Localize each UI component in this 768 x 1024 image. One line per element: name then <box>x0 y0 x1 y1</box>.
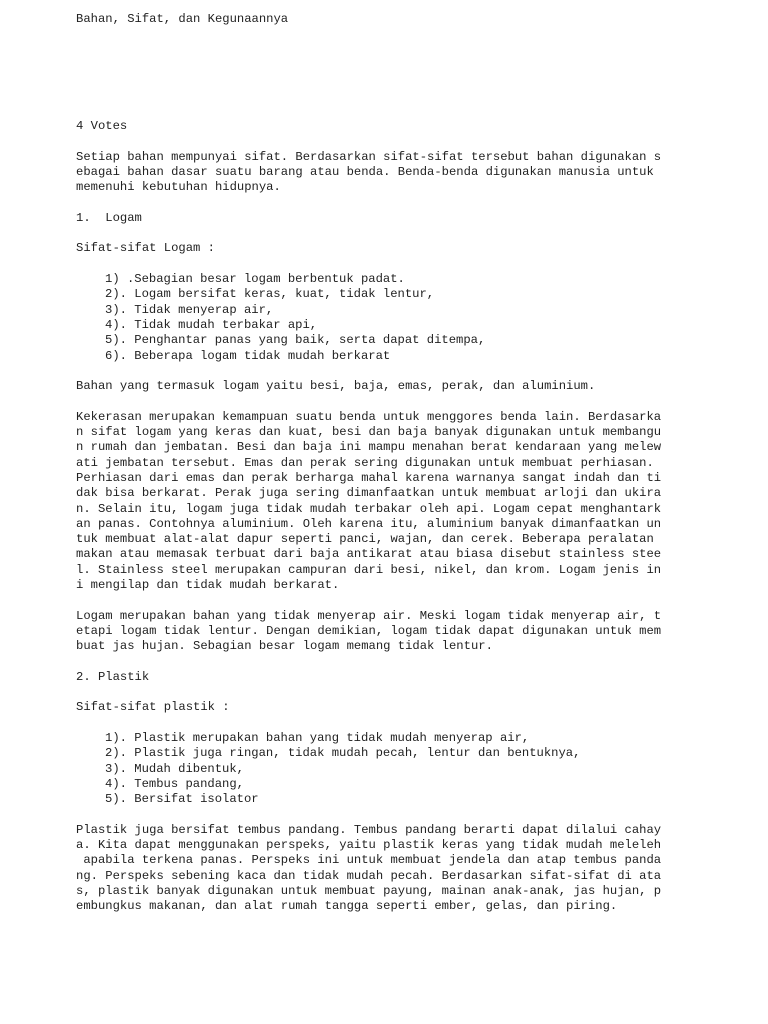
section-heading-plastik: 2. Plastik <box>76 669 150 684</box>
spacer <box>76 593 676 608</box>
text-line: buat jas hujan. Sebagian besar logam memang tidak lentur. <box>76 639 493 654</box>
text-line: n sifat logam yang keras dan kuat, besi dan baja banyak digunakan untuk membangu <box>76 425 662 440</box>
votes-count: 4 Votes <box>76 119 128 134</box>
text-line: i mengilap dan tidak mudah berkarat. <box>76 578 340 592</box>
list-item: 5). Bersifat isolator <box>105 792 259 807</box>
logam-paragraph-1 <box>76 410 676 594</box>
logam-paragraph-2 <box>76 609 676 655</box>
spacer <box>76 654 676 669</box>
logam-properties-list <box>76 272 676 364</box>
text-line: apabila terkena panas. Perspeks ini untuk membuat jendela dan atap tembus panda <box>76 853 662 868</box>
spacer <box>76 716 676 731</box>
list-item: 3). Tidak menyerap air, <box>105 302 274 317</box>
spacer <box>76 807 676 822</box>
text-line: l. Stainless steel merupakan campuran dari besi, nikel, dan krom. Logam jenis in <box>76 562 662 577</box>
document-title: Bahan, Sifat, dan Kegunaannya <box>76 12 289 26</box>
text-line: a. Kita dapat menggunakan perspeks, yaitu plastik keras yang tidak mudah meleleh <box>76 838 662 853</box>
text-line: tuk membuat alat-alat dapur seperti panci, wajan, dan cerek. Beberapa peralatan <box>76 532 654 547</box>
text-line: embungkus makanan, dan alat rumah tangga seperti ember, gelas, dan piring. <box>76 899 618 914</box>
spacer <box>76 196 676 211</box>
list-item: 4). Tidak mudah terbakar api, <box>105 317 318 332</box>
text-line: Plastik juga bersifat tembus pandang. Tembus pandang berarti dapat dilalui cahay <box>76 822 662 837</box>
section-heading-logam: 1. Logam <box>76 210 142 225</box>
spacer <box>76 364 676 379</box>
text-line: memenuhi kebutuhan hidupnya. <box>76 180 281 195</box>
sifat-heading-logam: Sifat-sifat Logam : <box>76 241 215 256</box>
list-item: 5). Penghantar panas yang baik, serta dapat ditempa, <box>105 333 486 348</box>
text-line: n rumah dan jembatan. Besi dan baja ini mampu menahan berat kendaraan yang melew <box>76 440 662 455</box>
spacer <box>76 394 676 409</box>
text-line: ati jembatan tersebut. Emas dan perak sering digunakan untuk membuat perhiasan. <box>76 455 654 470</box>
text-line: dak bisa berkarat. Perak juga sering dimanfaatkan untuk membuat arloji dan ukira <box>76 486 662 501</box>
text-line: Setiap bahan mempunyai sifat. Berdasarkan sifat-sifat tersebut bahan digunakan s <box>76 149 662 164</box>
sifat-heading-plastik: Sifat-sifat plastik : <box>76 700 230 715</box>
text-line: ebagai bahan dasar suatu barang atau benda. Benda-benda digunakan manusia untuk <box>76 164 654 179</box>
spacer <box>76 27 676 119</box>
list-item: 3). Mudah dibentuk, <box>105 761 244 776</box>
text-line: s, plastik banyak digunakan untuk membuat payung, mainan anak-anak, jas hujan, p <box>76 883 662 898</box>
list-item: 4). Tembus pandang, <box>105 776 244 791</box>
plastik-paragraph-1 <box>76 823 676 915</box>
spacer <box>76 226 676 241</box>
text-line: n. Selain itu, logam juga tidak mudah terbakar oleh api. Logam cepat menghantark <box>76 501 662 516</box>
list-item: 6). Beberapa logam tidak mudah berkarat <box>105 348 391 363</box>
intro-paragraph <box>76 150 676 196</box>
text-line: etapi logam tidak lentur. Dengan demikian, logam tidak dapat digunakan untuk mem <box>76 623 662 638</box>
text-line: Kekerasan merupakan kemampuan suatu benda untuk menggores benda lain. Berdasarka <box>76 409 662 424</box>
text-line: ng. Perspeks sebening kaca dan tidak mudah pecah. Berdasarkan sifat-sifat di ata <box>76 868 662 883</box>
list-item: 2). Plastik juga ringan, tidak mudah pecah, lentur dan bentuknya, <box>105 746 581 761</box>
text-line: makan atau memasak terbuat dari baja antikarat atau biasa disebut stainless stee <box>76 547 662 562</box>
spacer <box>76 134 676 149</box>
list-item: 1) .Sebagian besar logam berbentuk padat. <box>105 272 405 287</box>
text-line: Logam merupakan bahan yang tidak menyerap air. Meski logam tidak menyerap air, t <box>76 608 662 623</box>
list-item: 2). Logam bersifat keras, kuat, tidak lentur, <box>105 287 435 302</box>
text-line: an panas. Contohnya aluminium. Oleh karena itu, aluminium banyak dimanfaatkan un <box>76 516 662 531</box>
document-body <box>76 12 676 915</box>
plastik-properties-list <box>76 731 676 807</box>
list-item: 1). Plastik merupakan bahan yang tidak mudah menyerap air, <box>105 730 530 745</box>
spacer <box>76 685 676 700</box>
logam-materials-text: Bahan yang termasuk logam yaitu besi, baja, emas, perak, dan aluminium. <box>76 379 596 394</box>
spacer <box>76 257 676 272</box>
text-line: Perhiasan dari emas dan perak berharga mahal karena warnanya sangat indah dan ti <box>76 470 662 485</box>
